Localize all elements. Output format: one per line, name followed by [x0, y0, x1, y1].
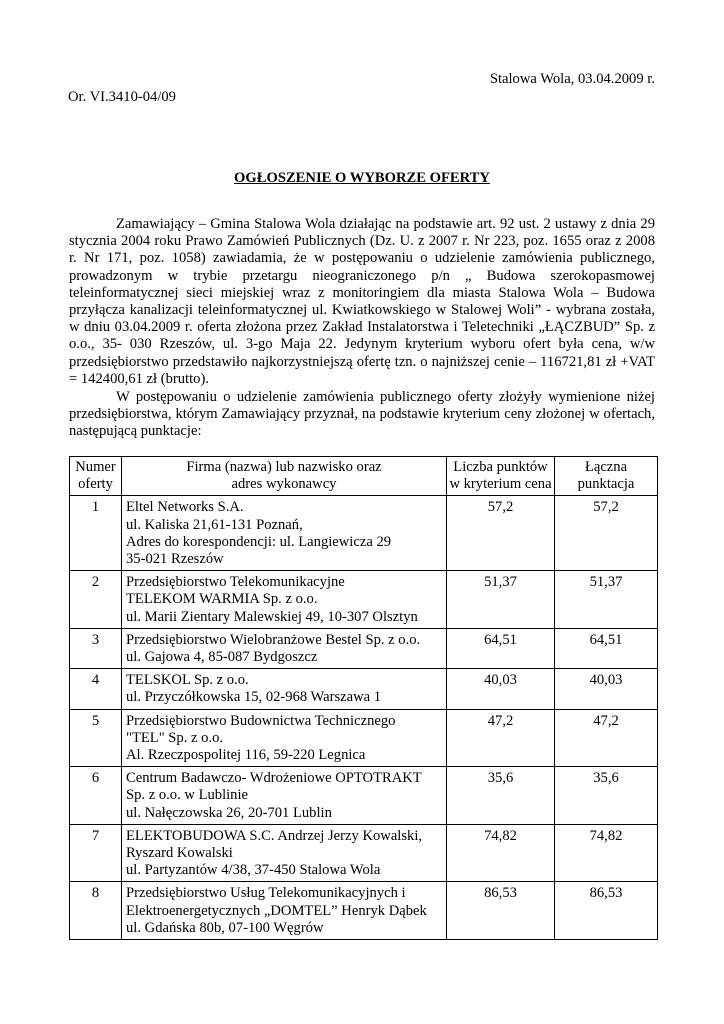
- company-line: Elektroenergetycznych „DOMTEL” Henryk Dąbek: [126, 902, 427, 919]
- company-line: ul. Nałęczowska 26, 20-701 Lublin: [126, 804, 332, 821]
- company-cell: [122, 496, 447, 571]
- offer-number-cell: 6: [70, 767, 122, 825]
- points-cell: 64,51: [447, 628, 555, 668]
- header-line: w kryterium cena: [449, 476, 552, 493]
- table-row: [70, 669, 658, 709]
- company-cell: [122, 824, 447, 882]
- document-title: OGŁOSZENIE O WYBORZE OFERTY: [234, 170, 490, 186]
- company-line: Przedsiębiorstwo Usług Telekomunikacyjnych i: [126, 885, 406, 902]
- table-row: [70, 709, 658, 767]
- header-offer-number: [70, 457, 122, 496]
- offer-number-cell: 7: [70, 824, 122, 882]
- offer-number-cell: 1: [70, 496, 122, 571]
- table-row: [70, 767, 658, 825]
- header-line: Numer: [75, 459, 116, 475]
- company-line: ul. Partyzantów 4/38, 37-450 Stalowa Wola: [126, 862, 381, 879]
- total-cell: 51,37: [555, 571, 658, 629]
- header-line: Liczba punktów: [453, 459, 548, 475]
- offer-number-cell: 2: [70, 571, 122, 629]
- company-line: Przedsiębiorstwo Budownictwa Technicznego: [126, 712, 396, 729]
- header-line: oferty: [78, 476, 113, 493]
- total-cell: 86,53: [555, 882, 658, 940]
- company-line: ELEKTOBUDOWA S.C. Andrzej Jerzy Kowalski,: [126, 827, 423, 844]
- points-cell: 74,82: [447, 824, 555, 882]
- table-row: [70, 882, 658, 940]
- company-cell: [122, 767, 447, 825]
- company-cell: [122, 709, 447, 767]
- header-line: Łączna: [584, 459, 628, 475]
- scoring-intro-text: W postępowaniu o udzielenie zamówienia publicznego oferty złożyły wymienione niżej przedsiębiorstwa, którym Zamawiający przyznał, na podstawie kryterium ceny złożonej w ofertach, następującą punktacje:: [69, 389, 655, 440]
- offers-table-body: [70, 496, 658, 940]
- total-cell: 64,51: [555, 628, 658, 668]
- offer-number-cell: 3: [70, 628, 122, 668]
- total-cell: 57,2: [555, 496, 658, 571]
- table-row: [70, 571, 658, 629]
- points-cell: 57,2: [447, 496, 555, 571]
- offers-table: [69, 456, 658, 940]
- company-line: Przedsiębiorstwo Wielobranżowe Bestel Sp. z o.o.: [126, 631, 421, 648]
- header-line: adres wykonawcy: [231, 476, 337, 493]
- announcement-text: Zamawiający – Gmina Stalowa Wola działając na podstawie art. 92 ust. 2 ustawy z dnia 29 stycznia 2004 roku Prawo Zamówień Publicznych (Dz. U. z 2007 r. Nr 223, poz. 1655 oraz z 2008 r. Nr 171, poz. 1058) zawiadamia, że w postępowaniu o udzielenie zamówienia publicznego, prowadzonym w trybie przetargu nieograniczonego p/n „ Budowa szerokopasmowej teleinformatycznej sieci miejskiej wraz z monitoringiem dla miasta Stalowa Wola – Budowa przyłącza kanalizacji teleinformatycznej ul. Kwiatkowskiego w Stalowej Woli” - wybrana została, w dniu 03.04.2009 r. oferta złożona przez Zakład Instalatorstwa i Teletechniki „ŁĄCZBUD” Sp. z o.o., 35- 030 Rzeszów, ul. 3-go Maja 22. Jedynym kryterium wyboru ofert była cena, w/w przedsiębiorstwo przedstawiło najkorzystniejszą ofertę tzn. o najniższej cenie – 116721,81 zł +VAT = 142400,61 zł (brutto).: [69, 216, 655, 387]
- points-cell: 86,53: [447, 882, 555, 940]
- company-cell: [122, 669, 447, 709]
- header-line: Firma (nazwa) lub nazwisko oraz: [186, 459, 382, 475]
- total-cell: 47,2: [555, 709, 658, 767]
- company-line: TELSKOL Sp. z o.o.: [126, 672, 249, 689]
- total-cell: 40,03: [555, 669, 658, 709]
- company-line: Ryszard Kowalski: [126, 845, 233, 862]
- announcement-paragraph: [69, 216, 655, 388]
- offer-number-cell: 8: [70, 882, 122, 940]
- company-line: Sp. z o.o. w Lublinie: [126, 787, 249, 804]
- total-cell: 74,82: [555, 824, 658, 882]
- company-line: TELEKOM WARMIA Sp. z o.o.: [126, 591, 318, 608]
- company-line: ul. Kaliska 21,61-131 Poznań,: [126, 516, 303, 533]
- points-cell: 35,6: [447, 767, 555, 825]
- company-line: Adres do korespondencji: ul. Langiewicza 29: [126, 533, 392, 550]
- company-line: Al. Rzeczpospolitej 116, 59-220 Legnica: [126, 747, 366, 764]
- company-line: ul. Przyczółkowska 15, 02-968 Warszawa 1: [126, 689, 382, 706]
- company-cell: [122, 882, 447, 940]
- header-line: punktacja: [577, 476, 635, 493]
- company-line: Przedsiębiorstwo Telekomunikacyjne: [126, 574, 345, 591]
- table-row: [70, 496, 658, 571]
- company-cell: [122, 571, 447, 629]
- header-company: [122, 457, 447, 496]
- company-line: ul. Gdańska 80b, 07-100 Węgrów: [126, 919, 324, 936]
- place-date: Stalowa Wola, 03.04.2009 r.: [489, 71, 655, 87]
- table-row: [70, 628, 658, 668]
- company-line: ul. Marii Zientary Malewskiej 49, 10-307 Olsztyn: [126, 608, 418, 625]
- company-line: Centrum Badawczo- Wdrożeniowe OPTOTRAKT: [126, 770, 422, 787]
- points-cell: 40,03: [447, 669, 555, 709]
- reference-number: Or. VI.3410-04/09: [68, 89, 176, 105]
- company-line: 35-021 Rzeszów: [126, 551, 224, 568]
- offer-number-cell: 4: [70, 669, 122, 709]
- total-cell: 35,6: [555, 767, 658, 825]
- header-total: [555, 457, 658, 496]
- points-cell: 51,37: [447, 571, 555, 629]
- table-header-row: [70, 457, 658, 496]
- company-cell: [122, 628, 447, 668]
- scoring-intro-paragraph: [69, 389, 655, 441]
- header-points: [447, 457, 555, 496]
- company-line: Eltel Networks S.A.: [126, 499, 244, 516]
- company-line: "TEL" Sp. z o.o.: [126, 729, 224, 746]
- points-cell: 47,2: [447, 709, 555, 767]
- table-row: [70, 824, 658, 882]
- company-line: ul. Gajowa 4, 85-087 Bydgoszcz: [126, 649, 318, 666]
- offer-number-cell: 5: [70, 709, 122, 767]
